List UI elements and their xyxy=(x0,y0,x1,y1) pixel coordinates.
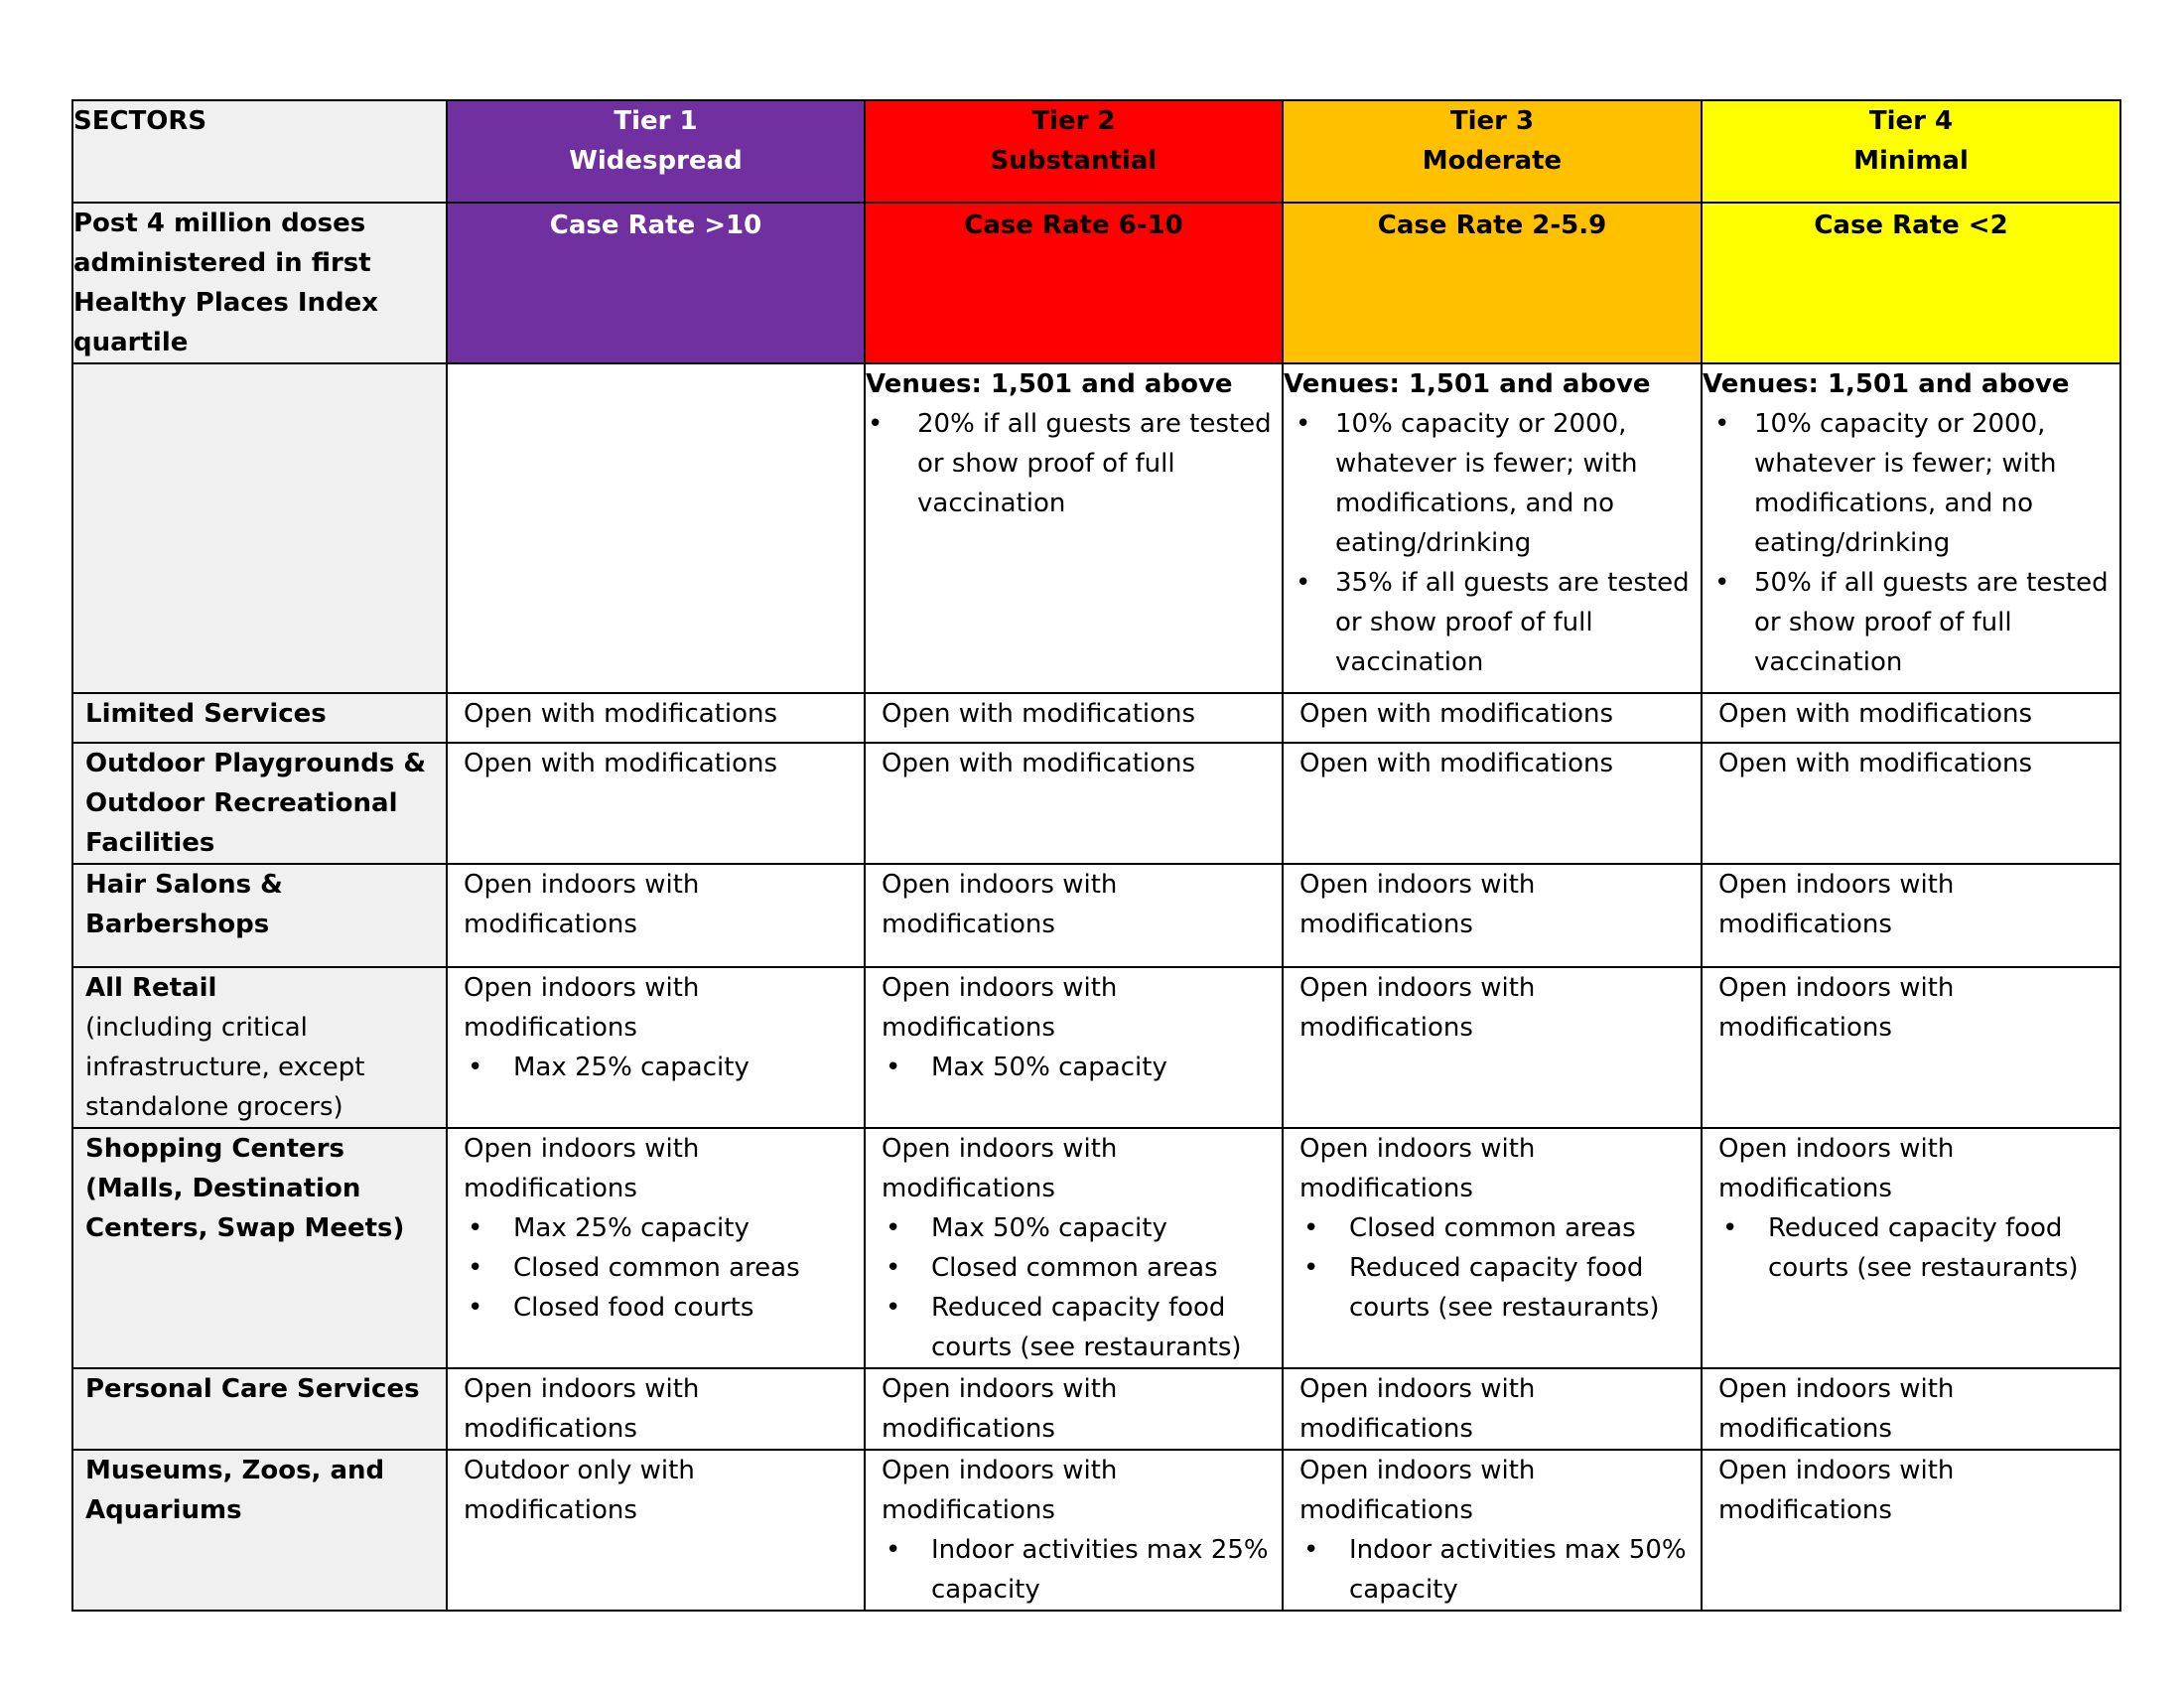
tier-4-cell: Open indoors with modifications xyxy=(1702,967,2120,1128)
cell-text: Open indoors with modifications xyxy=(464,1134,700,1203)
bullet-list xyxy=(1299,1208,1691,1328)
tier-4-cell xyxy=(1702,1128,2120,1368)
cell-text: Open indoors with modifications xyxy=(882,1456,1118,1525)
list-item: • Closed common areas xyxy=(1299,1208,1691,1248)
header-subtitle: Post 4 million doses administered in first Healthy Places Index quartile xyxy=(72,203,447,363)
list-item: • Indoor activities max 50% capacity xyxy=(1299,1530,1691,1610)
tier-3-cell xyxy=(1283,1450,1702,1611)
tier-3-cell xyxy=(1283,1128,1702,1368)
tier-2-cell: Open with modifications xyxy=(865,743,1283,864)
sector-name: Museums, Zoos, and Aquariums xyxy=(72,1450,447,1611)
tier-2-level: Substantial xyxy=(990,146,1158,176)
bullet-list xyxy=(1718,1208,2110,1288)
list-item: • Reduced capacity food courts (see restaurants) xyxy=(1299,1248,1691,1328)
tier-2-cell xyxy=(865,967,1283,1128)
bullet-list xyxy=(882,1530,1272,1610)
venues-title: Venues: 1,501 and above xyxy=(866,369,1233,399)
sector-note: (including critical infrastructure, except standalone grocers) xyxy=(85,1013,365,1122)
list-item: • 10% capacity or 2000, whatever is fewer; with modifications, and no eating/drinking xyxy=(1284,404,1691,563)
tier-2-cell: Open indoors with modifications xyxy=(865,1368,1283,1450)
tier-2-header xyxy=(865,100,1283,203)
venues-tier-3-list xyxy=(1284,404,1691,682)
venues-tier-3-cell xyxy=(1283,363,1702,693)
tier-1-cell: Outdoor only with modifications xyxy=(447,1450,865,1611)
bullet-list xyxy=(464,1048,854,1087)
venues-title: Venues: 1,501 and above xyxy=(1703,369,2070,399)
tier-3-header xyxy=(1283,100,1702,203)
tier-1-header xyxy=(447,100,865,203)
table-row xyxy=(72,967,2120,1128)
list-item: • 10% capacity or 2000, whatever is fewer; with modifications, and no eating/drinking xyxy=(1703,404,2110,563)
sector-name: Limited Services xyxy=(72,693,447,743)
list-item: • 20% if all guests are tested or show proof of full vaccination xyxy=(866,404,1272,523)
venues-tier-4-list xyxy=(1703,404,2110,682)
table-row xyxy=(72,743,2120,864)
cell-text: Open indoors with modifications xyxy=(1299,1456,1536,1525)
tier-2-cell xyxy=(865,1450,1283,1611)
bullet-list xyxy=(464,1208,854,1328)
tier-3-cell: Open with modifications xyxy=(1283,693,1702,743)
list-item: • Max 50% capacity xyxy=(882,1208,1272,1248)
tier-3-cell: Open indoors with modifications xyxy=(1283,967,1702,1128)
cell-text: Open indoors with modifications xyxy=(1299,1134,1536,1203)
tier-4-case-rate: Case Rate <2 xyxy=(1702,203,2120,363)
case-rate-row xyxy=(72,203,2120,363)
tier-4-level: Minimal xyxy=(1853,146,1969,176)
venues-sector-cell xyxy=(72,363,447,693)
list-item: • Max 50% capacity xyxy=(882,1048,1272,1087)
list-item: • Max 25% capacity xyxy=(464,1048,854,1087)
table-row xyxy=(72,1368,2120,1450)
tier-4-cell: Open with modifications xyxy=(1702,743,2120,864)
venues-tier-2-list xyxy=(866,404,1272,523)
tier-1-name: Tier 1 xyxy=(614,106,698,136)
table-row xyxy=(72,864,2120,967)
tier-3-level: Moderate xyxy=(1422,146,1563,176)
sector-name: Personal Care Services xyxy=(72,1368,447,1450)
tier-2-name: Tier 2 xyxy=(1031,106,1116,136)
tier-1-cell xyxy=(447,1128,865,1368)
sector-cell xyxy=(72,967,447,1128)
list-item: • 35% if all guests are tested or show proof of full vaccination xyxy=(1284,563,1691,682)
tier-4-cell: Open with modifications xyxy=(1702,693,2120,743)
list-item: • 50% if all guests are tested or show proof of full vaccination xyxy=(1703,563,2110,682)
bullet-list xyxy=(882,1048,1272,1087)
tier-table xyxy=(71,99,2121,1612)
venues-tier-4-cell xyxy=(1702,363,2120,693)
bullet-list xyxy=(882,1208,1272,1367)
list-item: • Reduced capacity food courts (see restaurants) xyxy=(1718,1208,2110,1288)
cell-text: Open indoors with modifications xyxy=(1718,1134,1955,1203)
tier-2-cell: Open with modifications xyxy=(865,693,1283,743)
list-item: • Reduced capacity food courts (see restaurants) xyxy=(882,1288,1272,1367)
tier-3-cell: Open indoors with modifications xyxy=(1283,1368,1702,1450)
cell-text: Open indoors with modifications xyxy=(882,973,1118,1043)
list-item: • Max 25% capacity xyxy=(464,1208,854,1248)
sector-name: Shopping Centers (Malls, Destination Centers, Swap Meets) xyxy=(72,1128,447,1368)
cell-text: Open indoors with modifications xyxy=(882,1134,1118,1203)
tier-4-header xyxy=(1702,100,2120,203)
tier-2-cell: Open indoors with modifications xyxy=(865,864,1283,967)
tier-4-name: Tier 4 xyxy=(1868,106,1954,136)
venues-tier-1-cell xyxy=(447,363,865,693)
tier-4-cell: Open indoors with modifications xyxy=(1702,1368,2120,1450)
tier-1-cell: Open with modifications xyxy=(447,693,865,743)
tier-2-cell xyxy=(865,1128,1283,1368)
tier-3-name: Tier 3 xyxy=(1449,106,1535,136)
table-row xyxy=(72,1450,2120,1611)
list-item: • Closed food courts xyxy=(464,1288,854,1328)
tier-2-case-rate: Case Rate 6-10 xyxy=(865,203,1283,363)
tier-4-cell: Open indoors with modifications xyxy=(1702,1450,2120,1611)
table-row xyxy=(72,1128,2120,1368)
list-item: • Closed common areas xyxy=(882,1248,1272,1288)
tier-4-cell: Open indoors with modifications xyxy=(1702,864,2120,967)
tier-1-cell: Open indoors with modifications xyxy=(447,1368,865,1450)
venues-row xyxy=(72,363,2120,693)
sector-name: All Retail xyxy=(85,973,217,1003)
tier-1-case-rate: Case Rate >10 xyxy=(447,203,865,363)
tier-3-cell: Open indoors with modifications xyxy=(1283,864,1702,967)
sectors-label: SECTORS xyxy=(72,100,447,203)
sector-name: Hair Salons & Barbershops xyxy=(72,864,447,967)
bullet-list xyxy=(1299,1530,1691,1610)
venues-tier-2-cell xyxy=(865,363,1283,693)
tier-1-cell: Open indoors with modifications xyxy=(447,864,865,967)
tier-1-cell xyxy=(447,967,865,1128)
tier-header-row xyxy=(72,100,2120,203)
list-item: • Indoor activities max 25% capacity xyxy=(882,1530,1272,1610)
tier-3-case-rate: Case Rate 2-5.9 xyxy=(1283,203,1702,363)
tier-3-cell: Open with modifications xyxy=(1283,743,1702,864)
sector-name: Outdoor Playgrounds & Outdoor Recreational Facilities xyxy=(72,743,447,864)
table-row xyxy=(72,693,2120,743)
cell-text: Open indoors with modifications xyxy=(464,973,700,1043)
list-item: • Closed common areas xyxy=(464,1248,854,1288)
venues-title: Venues: 1,501 and above xyxy=(1284,369,1651,399)
tier-1-level: Widespread xyxy=(569,146,743,176)
tier-1-cell: Open with modifications xyxy=(447,743,865,864)
